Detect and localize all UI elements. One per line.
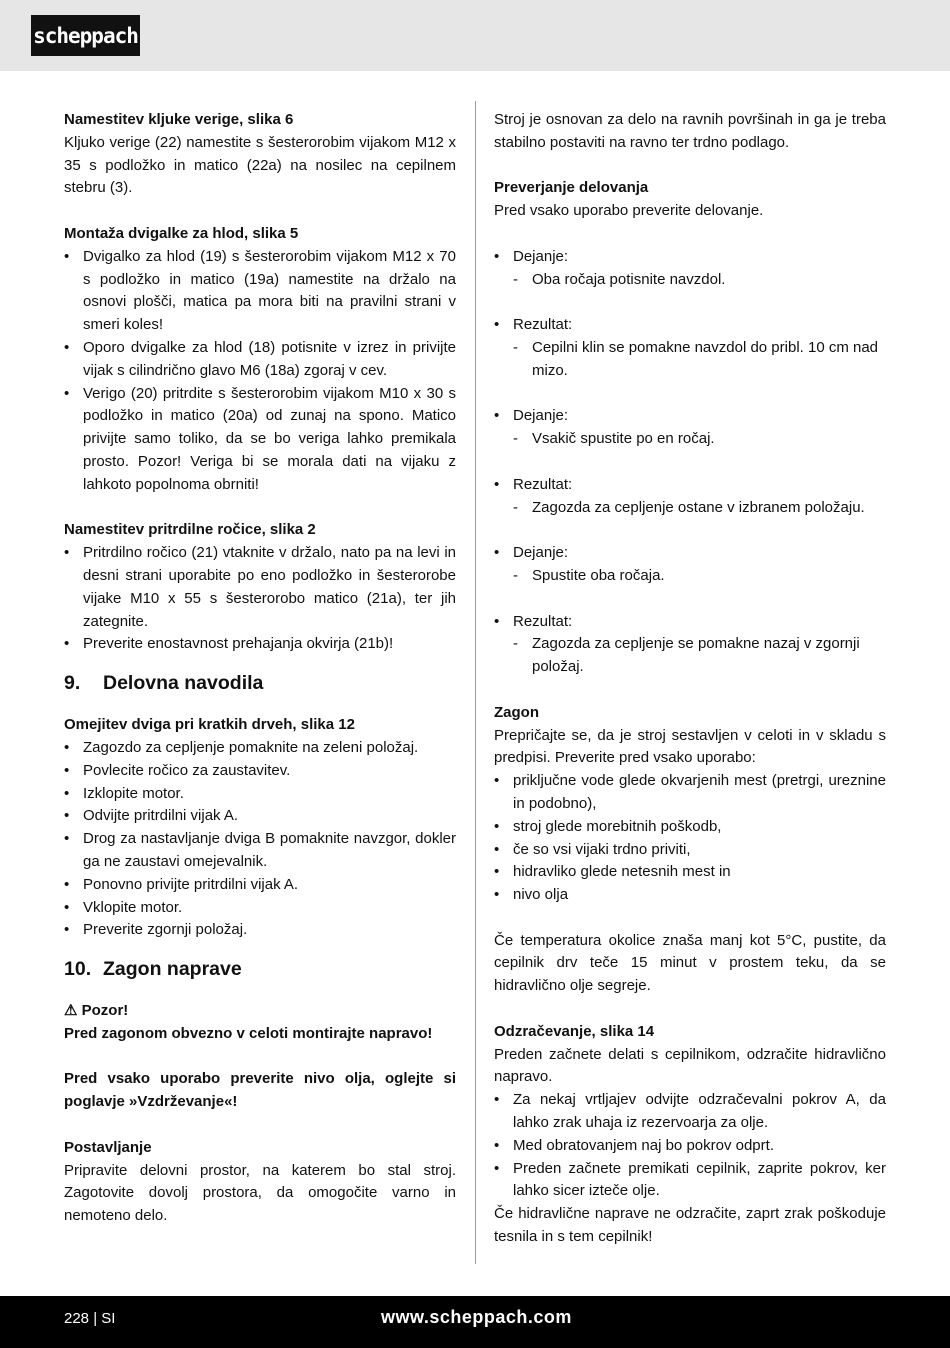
warning-title: ⚠ Pozor! [64, 1002, 129, 1020]
check-detail-list [494, 497, 886, 520]
column-divider [475, 101, 476, 1264]
check-step [494, 246, 886, 269]
startup-check-list [494, 770, 886, 907]
scheppach-logo: scheppach [31, 15, 140, 56]
list-item: • Izklopite motor. [64, 783, 456, 806]
list-item: • Preden začnete premikati cepilnik, zaprite pokrov, ker lahko sicer izteče olje. [494, 1158, 886, 1204]
check-label: • Dejanje: [494, 542, 886, 565]
list-item: • če so vsi vijaki trdno priviti, [494, 839, 886, 862]
list-item: • stroj glede morebitnih poškodb, [494, 816, 886, 839]
fixing-lever-list [64, 542, 456, 656]
website-link[interactable]: www.scheppach.com [381, 1307, 572, 1327]
chapter-heading-9 [64, 670, 456, 696]
list-item: • Za nekaj vrtljajev odvijte odzračevalni pokrov A, da lahko zrak uhaja iz rezervoarja za olje. [494, 1089, 886, 1135]
log-lifter-list [64, 246, 456, 497]
check-label: • Rezultat: [494, 611, 886, 634]
check-label: • Dejanje: [494, 246, 886, 269]
section-text-function-check: Pred vsako uporabo preverite delovanje. [494, 202, 764, 220]
check-step [494, 611, 886, 634]
section-title-setup: Postavljanje [64, 1138, 152, 1156]
check-detail: - Oba ročaja potisnite navzdol. [494, 269, 886, 292]
list-item: • Zagozdo za cepljenje pomaknite na zeleni položaj. [64, 737, 456, 760]
check-step [494, 474, 886, 497]
list-item: • Vklopite motor. [64, 897, 456, 920]
check-detail-list [494, 565, 886, 588]
section-title-venting: Odzračevanje, slika 14 [494, 1022, 655, 1040]
list-item: • Povlecite ročico za zaustavitev. [64, 760, 456, 783]
check-detail: - Zagozda za cepljenje se pomakne nazaj v zgornji položaj. [494, 633, 886, 679]
section-title-fixing-lever: Namestitev pritrdilne ročice, slika 2 [64, 521, 316, 539]
temperature-text: Če temperatura okolice znaša manj kot 5°C, pustite, da cepilnik drv teče 15 minut v prostem teku, da se hidravlično olje segreje. [494, 931, 886, 995]
section-text-venting: Preden začnete delati s cepilnikom, odzračite hidravlično napravo. [494, 1045, 886, 1086]
right-column [494, 109, 886, 1249]
check-label: • Rezultat: [494, 474, 886, 497]
page-header [0, 0, 950, 71]
warning-text: Pred zagonom obvezno v celoti montirajte napravo! [64, 1024, 433, 1042]
check-detail: - Cepilni klin se pomakne navzdol do pribl. 10 cm nad mizo. [494, 337, 886, 383]
check-detail-list [494, 337, 886, 383]
intro-text: Stroj je osnovan za delo na ravnih površinah in ga je treba stabilno postaviti na ravno ter trdno podlago. [494, 111, 886, 151]
section-text-startup: Prepričajte se, da je stroj sestavljen v celoti in v skladu s predpisi. Preverite pred vsako uporabo: [494, 726, 886, 767]
venting-warning-text: Če hidravlične naprave ne odzračite, zaprt zrak poškoduje tesnila in s tem cepilnik! [494, 1205, 886, 1246]
check-detail: - Vsakič spustite po en ročaj. [494, 428, 886, 451]
chapter-title: Delovna navodila [103, 672, 264, 695]
warning-text-oil: Pred vsako uporabo preverite nivo olja, oglejte si poglavje »Vzdrževanje«! [64, 1070, 456, 1111]
list-item: • Drog za nastavljanje dviga B pomaknite navzgor, dokler ga ne zaustavi omejevalnik. [64, 828, 456, 874]
chapter-title: Zagon naprave [103, 958, 242, 981]
venting-list [494, 1089, 886, 1203]
check-detail-list [494, 269, 886, 292]
section-title-function-check: Preverjanje delovanja [494, 179, 649, 197]
chapter-number: 9. [64, 672, 81, 695]
chapter-heading-10 [64, 956, 456, 982]
check-label: • Rezultat: [494, 314, 886, 337]
section-title-chain-hook: Namestitev kljuke verige, slika 6 [64, 111, 294, 128]
left-column [64, 109, 456, 1228]
list-item: • Dvigalko za hlod (19) s šesterorobim vijakom M12 x 70 s podložko in matico (19a) namestite na držalo na osnovi plošči, matica pa mora biti na pravilni strani v smeri koles! [64, 246, 456, 337]
section-text-chain-hook: Kljuko verige (22) namestite s šesterorobim vijakom M12 x 35 s podložko in matico (22a) na nosilec na cepilnem stebru (3). [64, 133, 456, 197]
page-footer [0, 1296, 950, 1348]
list-item: • nivo olja [494, 884, 886, 907]
page-number: 228 | SI [64, 1310, 116, 1327]
section-text-setup: Pripravite delovni prostor, na katerem bo stal stroj. Zagotovite dovolj prostora, da omogočite varno in nemoteno delo. [64, 1161, 456, 1225]
check-detail: - Spustite oba ročaja. [494, 565, 886, 588]
check-step [494, 314, 886, 337]
list-item: • Preverite zgornji položaj. [64, 919, 456, 942]
check-detail: - Zagozda za cepljenje ostane v izbranem položaju. [494, 497, 886, 520]
list-item: • Med obratovanjem naj bo pokrov odprt. [494, 1135, 886, 1158]
list-item: • Odvijte pritrdilni vijak A. [64, 805, 456, 828]
section-title-log-lifter: Montaža dvigalke za hlod, slika 5 [64, 224, 299, 242]
list-item: • Preverite enostavnost prehajanja okvirja (21b)! [64, 633, 456, 656]
list-item: • Oporo dvigalke za hlod (18) potisnite v izrez in privijte vijak s cilindrično glavo M6 (18a) zgoraj v cev. [64, 337, 456, 383]
check-step [494, 405, 886, 428]
list-item: • hidravliko glede netesnih mest in [494, 861, 886, 884]
section-title-startup: Zagon [494, 703, 539, 721]
check-detail-list [494, 428, 886, 451]
stroke-limit-list [64, 737, 456, 942]
list-item: • Verigo (20) pritrdite s šesterorobim vijakom M10 x 30 s podložko in matico (20a) od zunaj na spono. Matico privijte samo toliko, da se bo veriga lahko premikala prosto. Pozor! Veriga bi se morala dati na vijaku z lahkoto popolnoma obrniti! [64, 383, 456, 497]
check-step [494, 542, 886, 565]
chapter-number: 10. [64, 958, 92, 981]
list-item: • Pritrdilno ročico (21) vtaknite v držalo, nato pa na levi in desni strani uporabite po eno podložko in šesterorobe vijake M10 x 55 s šesterorobo matico (21a), ter jih zategnite. [64, 542, 456, 633]
list-item: • priključne vode glede okvarjenih mest (pretrgi, ureznine in podobno), [494, 770, 886, 816]
list-item: • Ponovno privijte pritrdilni vijak A. [64, 874, 456, 897]
section-title-stroke-limit: Omejitev dviga pri kratkih drveh, slika 12 [64, 716, 355, 734]
check-detail-list [494, 633, 886, 679]
check-label: • Dejanje: [494, 405, 886, 428]
